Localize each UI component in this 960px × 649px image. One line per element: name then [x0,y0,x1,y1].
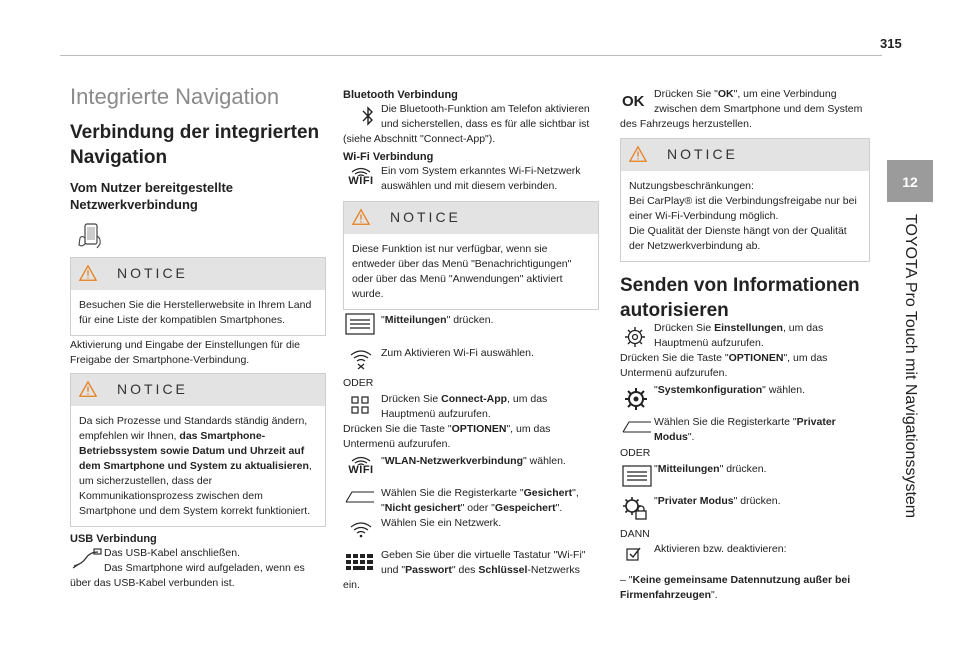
tab-icon [622,420,652,434]
chapter-sidebar [887,202,933,612]
s3-line: "Systemkonfiguration" wählen. [654,384,806,396]
step-connect-app: Drücken Sie Connect-App, um das [381,393,548,405]
wifi-icon [349,520,373,538]
s2-line-2: Untermenü aufzurufen. [620,367,728,379]
heading-line-1: Senden von Informationen [620,275,860,296]
usb-title: USB Verbindung [70,533,157,545]
bluetooth-icon [361,106,375,126]
s1-line-1: Drücken Sie Einstellungen, um das [654,322,824,334]
bluetooth-line-1: Die Bluetooth-Funktion am Telefon aktivieren [381,103,590,115]
wifi-line-1: Ein vom System erkanntes Wi-Fi-Netzwerk [381,165,581,177]
notice-text: Besuchen Sie die Herstellerwebsite in Ihrem Land für eine Liste der kompatiblen Smartphones. [79,299,312,326]
keyboard-icon [345,552,375,572]
paragraph: Aktivierung und Eingabe der Einstellungen für die Freigabe der Smartphone-Verbindung. [70,339,300,366]
bluetooth-title: Bluetooth Verbindung [343,89,458,101]
page-number: 315 [880,36,902,51]
ok-icon: OK [622,93,645,110]
s7-line: Aktivieren bzw. deaktivieren: [654,543,787,555]
step-tastatur-line-3: ein. [343,579,360,591]
system-config-gear-icon [624,387,648,411]
heading-line-2: Navigation [70,147,168,168]
step-registerkarte: Wählen Sie die Registerkarte "Gesichert", [381,487,579,499]
step-registerkarte-line-2: "Nicht gesichert" oder "Gespeichert". [381,502,563,514]
section-title: Integrierte Navigation [70,84,280,109]
settings-gear-icon [624,326,646,348]
step-mitteilungen: "Mitteilungen" drücken. [381,314,494,326]
s1-line-2: Hauptmenü aufzurufen. [654,337,764,349]
private-mode-icon [622,496,648,520]
dann: DANN [620,528,650,540]
notice-text: Da sich Prozesse und Standards ständig ändern, empfehlen wir Ihnen, das Smartphone-Betriebssystem sowie Datum und Uhrzeit auf dem Smartphone und System zu aktualisieren, um sicherzustellen, dass der Kommunikationsprozess zwischen dem Smartphone und dem System korrekt funktioniert. [79,415,312,517]
heading-line-1: Verbindung der integrierten [70,122,320,143]
top-divider [60,55,882,56]
bullet-line-1: – "Keine gemeinsame Datennutzung außer bei [620,574,851,586]
step-connect-app-line-2: Hauptmenü aufzurufen. [381,408,491,420]
warning-icon [79,264,97,282]
notice-text: Diese Funktion ist nur verfügbar, wenn sie entweder über das Menü "Benachrichtigungen" oder über das Menü "Anwendungen" aktiviert wurde. [352,243,572,300]
ok-line-3: des Fahrzeugs herzustellen. [620,118,752,130]
bullet-line-2: Firmenfahrzeugen". [620,589,718,601]
warning-icon [629,145,647,163]
wifi-line-2: auswählen und mit diesem verbinden. [381,180,558,192]
step-wifi: Zum Aktivieren Wi-Fi auswählen. [381,347,534,359]
ok-line-1: Drücken Sie "OK", um eine Verbindung [654,88,837,100]
chapter-tab[interactable]: 12 [887,160,933,202]
checkbox-icon [626,546,642,562]
notifications-icon [345,312,375,336]
s4-line-1: Wählen Sie die Registerkarte "Privater [654,416,836,428]
notifications-icon [622,464,652,488]
step-netzwerk: Wählen Sie ein Netzwerk. [381,517,502,529]
warning-icon [352,208,370,226]
wifi-logo-icon: WIFI [345,455,377,476]
usb-line-3: über das USB-Kabel verbunden ist. [70,577,235,589]
notice-text: Nutzungsbeschränkungen: Bei CarPlay® ist die Verbindungsfreigabe nur bei einer Wi-Fi-Verbindung möglich. Die Qualität der Dienste hängt von der Qualität der Netzwerkverbindung ab. [629,180,857,252]
notice-box-1 [70,257,326,336]
notice-label: NOTICE [667,146,738,162]
connect-app-grid-icon [351,396,369,414]
heading-line-2: autorisieren [620,300,729,321]
smartphone-hand-icon [76,222,104,250]
step-wlan: "WLAN-Netzwerkverbindung" wählen. [381,455,566,467]
subheading-line-2: Netzwerkverbindung [70,197,198,212]
sidebar-title: TOYOTA Pro Touch mit Navigationssystem [902,214,919,519]
bluetooth-line-2: und sicherstellen, dass es für alle sichtbar ist [381,118,590,130]
notice-box-2 [70,373,326,527]
s5-line: "Mitteilungen" drücken. [654,463,767,475]
wifi-title: Wi-Fi Verbindung [343,151,434,163]
oder-2: ODER [620,447,651,459]
bluetooth-line-3: (siehe Abschnitt "Connect-App"). [343,133,496,145]
notice-label: NOTICE [390,209,461,225]
wifi-icon [349,348,373,370]
usb-line-1: Das USB-Kabel anschließen. [104,547,240,559]
usb-cable-icon [72,548,102,570]
step-tastatur-line-1: Geben Sie über die virtuelle Tastatur "Wi-Fi" [381,549,586,561]
usb-line-2: Das Smartphone wird aufgeladen, wenn es [104,562,305,574]
oder-1: ODER [343,377,374,389]
ok-line-2: zwischen dem Smartphone und dem System [654,103,863,115]
s4-line-2: Modus". [654,431,695,443]
notice-label: NOTICE [117,265,188,281]
tab-icon [345,490,375,504]
step-tastatur-line-2: und "Passwort" des Schlüssel-Netzwerks [381,564,580,576]
step-optionen: Drücken Sie die Taste "OPTIONEN", um das [343,423,551,435]
notice-box-3 [343,201,599,310]
s6-line: "Privater Modus" drücken. [654,495,781,507]
warning-icon [79,380,97,398]
wifi-logo-icon: WIFI [345,166,377,187]
s2-line-1: Drücken Sie die Taste "OPTIONEN", um das [620,352,828,364]
notice-box-4 [620,138,870,262]
notice-label: NOTICE [117,381,188,397]
subheading-line-1: Vom Nutzer bereitgestellte [70,180,234,195]
step-optionen-line-2: Untermenü aufzurufen. [343,438,451,450]
